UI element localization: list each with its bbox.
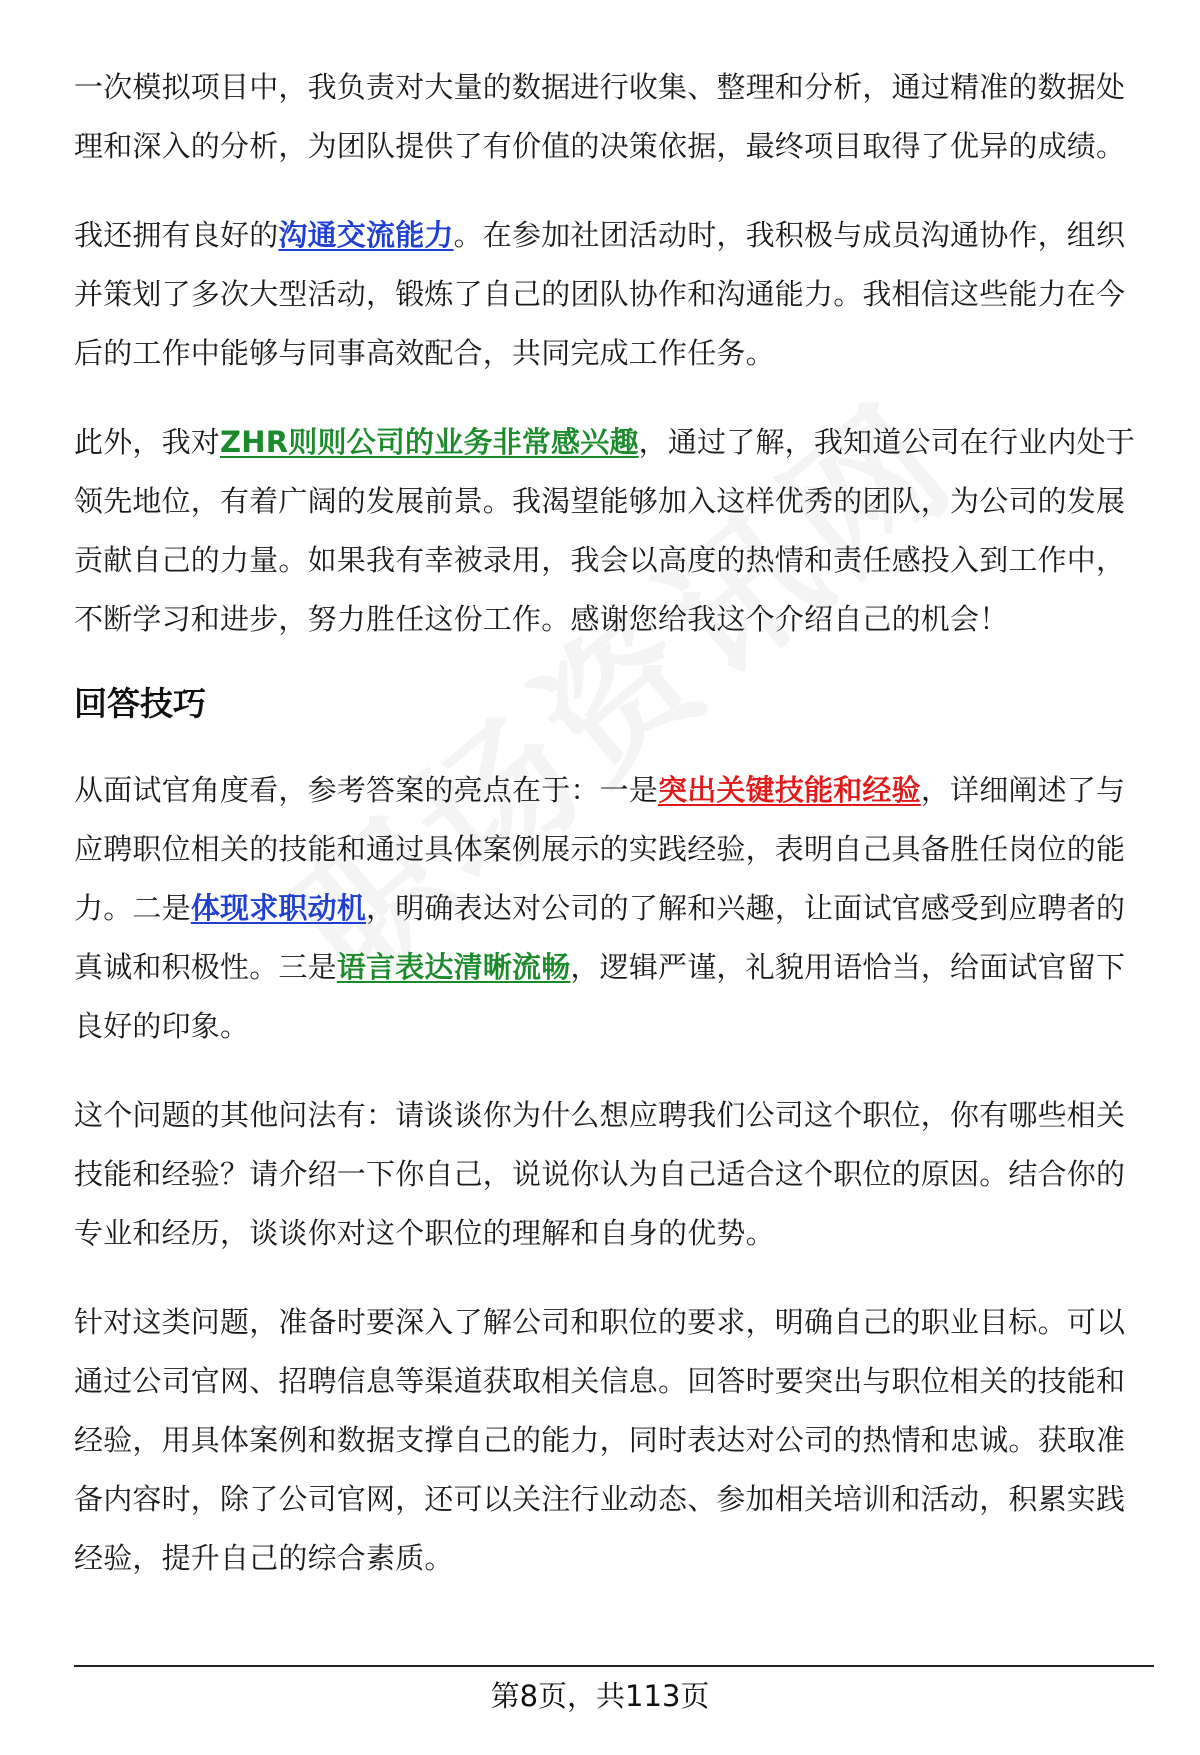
paragraph-text: 一次模拟项目中，我负责对大量的数据进行收集、整理和分析，通过精准的数据处理和深入的分析，为团队提供了有价值的决策依据，最终项目取得了优异的成绩。 [74, 70, 1126, 163]
highlight-key-skills: 突出关键技能和经验 [658, 773, 921, 807]
paragraph-text: 针对这类问题，准备时要深入了解公司和职位的要求，明确自己的职业目标。可以通过公司官网、招聘信息等渠道获取相关信息。回答时要突出与职位相关的技能和经验，用具体案例和数据支撑自己的能力，同时表达对公司的热情和忠诚。获取准备内容时，除了公司官网，还可以关注行业动态、参加相关培训和活动，积累实践经验，提升自己的综合素质。 [74, 1305, 1126, 1575]
paragraph-alternative-questions [74, 1086, 1152, 1263]
footer-divider [74, 1665, 1154, 1667]
paragraph-data-project [74, 58, 1152, 176]
paragraph-preparation [74, 1293, 1152, 1588]
paragraph-text: ，通过了解，我知道公司在行业内处于领先地位，有着广阔的发展前景。我渴望能够加入这样优秀的团队，为公司的发展贡献自己的力量。如果我有幸被录用，我会以高度的热情和责任感投入到工作中，不断学习和进步，努力胜任这份工作。感谢您给我这个介绍自己的机会！ [74, 425, 1136, 636]
highlight-company-interest: ZHR则则公司的业务非常感兴趣 [220, 425, 639, 459]
page-number: 第8页，共113页 [490, 1679, 710, 1713]
paragraph-interviewer-view [74, 761, 1152, 1056]
paragraph-text: ，明确表达对公司的了解和兴趣，让面试官感受到应聘者的真诚和积极性。三是 [74, 891, 1126, 984]
document-body [74, 58, 1152, 1618]
highlight-motivation: 体现求职动机 [190, 891, 367, 925]
paragraph-text: ，逻辑严谨，礼貌用语恰当，给面试官留下良好的印象。 [74, 950, 1126, 1043]
paragraph-text: 。在参加社团活动时，我积极与成员沟通协作，组织并策划了多次大型活动，锻炼了自己的团队协作和沟通能力。我相信这些能力在今后的工作中能够与同事高效配合，共同完成工作任务。 [74, 218, 1126, 370]
paragraph-text: 我还拥有良好的 [74, 218, 279, 252]
paragraph-company-interest [74, 413, 1152, 649]
paragraph-text: ，详细阐述了与应聘职位相关的技能和通过具体案例展示的实践经验，表明自己具备胜任岗位的能力。二是 [74, 773, 1126, 925]
highlight-communication-skill: 沟通交流能力 [278, 218, 454, 252]
section-heading-answer-tips: 回答技巧 [74, 684, 206, 723]
paragraph-text: 从面试官角度看，参考答案的亮点在于：一是 [74, 773, 659, 807]
paragraph-text: 这个问题的其他问法有：请谈谈你为什么想应聘我们公司这个职位，你有哪些相关技能和经验？请介绍一下你自己，说说你认为自己适合这个职位的原因。结合你的专业和经历，谈谈你对这个职位的理解和自身的优势。 [74, 1098, 1126, 1250]
highlight-clear-expression: 语言表达清晰流畅 [336, 950, 571, 984]
paragraph-communication [74, 206, 1152, 383]
paragraph-text: 此外，我对 [74, 425, 221, 459]
